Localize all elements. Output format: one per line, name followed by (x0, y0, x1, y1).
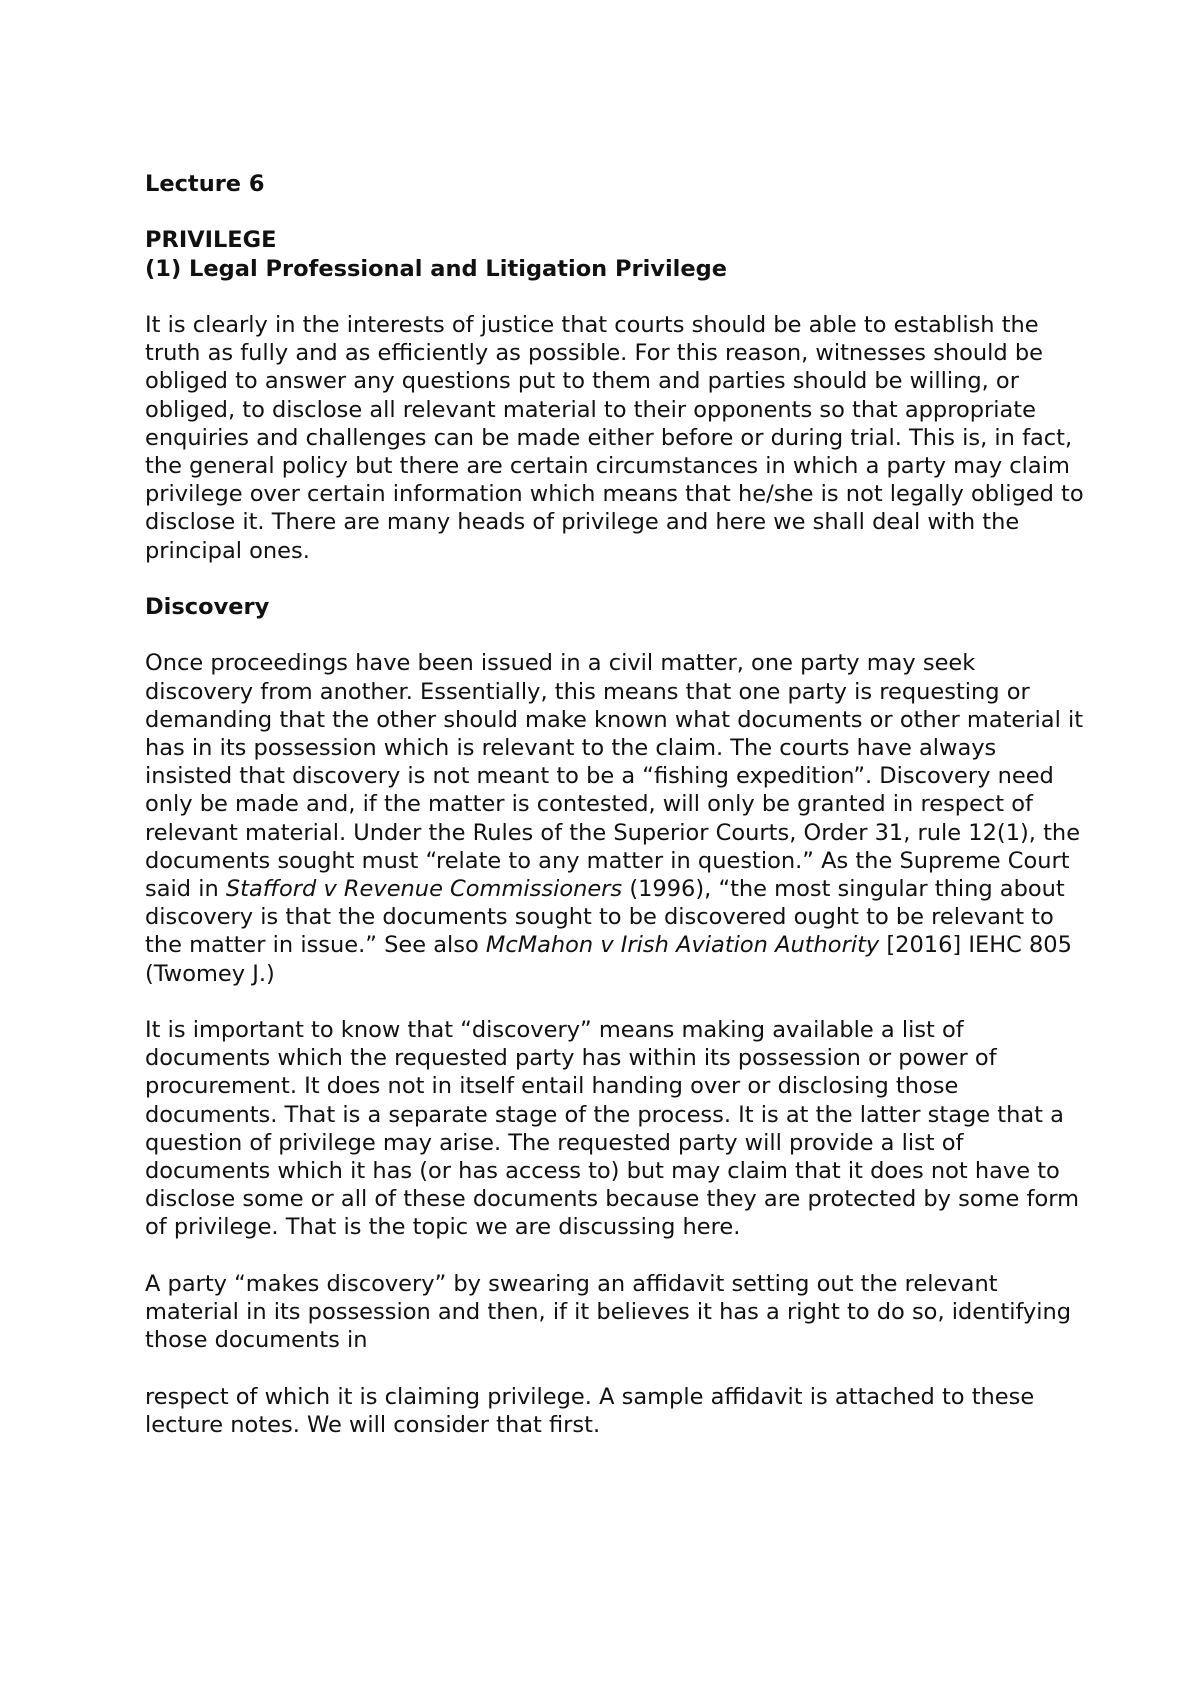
document-page (145, 170, 1085, 1439)
subsection-title: (1) Legal Professional and Litigation Privilege (145, 255, 728, 282)
affidavit-paragraph-2: respect of which it is claiming privilege. A sample affidavit is attached to these lecture notes. We will consider that first. (145, 1383, 1035, 1438)
discovery-text-part-3: [2016] IEHC 805 (Twomey J.) (145, 932, 1072, 987)
case-name-stafford: Stafford v Revenue Commissioners (225, 876, 623, 903)
intro-paragraph: It is clearly in the interests of justice that courts should be able to establish the truth as fully and as efficiently as possible. For this reason, witnesses should be obliged to answer any questions put to them and parties should be willing, or obliged, to disclose all relevant material to their opponents so that appropriate enquiries and challenges can be made either before or during trial. This is, in fact, the general policy but there are certain circumstances in which a party may claim privilege over certain information which means that he/she is not legally obliged to disclose it. There are many heads of privilege and here we shall deal with the principal ones. (145, 311, 1084, 564)
discovery-text-part-1: Once proceedings have been issued in a civil matter, one party may seek discovery from another. Essentially, this means that one party is requesting or demanding that the other should make known what documents or other material it has in its possession which is relevant to the claim. The courts have always insisted that discovery is not meant to be a “fishing expedition”. Discovery need only be made and, if the matter is contested, will only be granted in respect of relevant material. Under the Rules of the Superior Courts, Order 31, rule 12(1), the documents sought must “relate to any matter in question.” As the Supreme Court said in (145, 650, 1084, 903)
section-title: PRIVILEGE (145, 227, 277, 254)
discovery-heading: Discovery (145, 594, 270, 620)
lecture-title: Lecture 6 (145, 171, 265, 197)
discovery-meaning-paragraph: It is important to know that “discovery” means making available a list of documents which the requested party has within its possession or power of procurement. It does not in itself entail handing over or disclosing those documents. That is a separate stage of the process. It is at the latter stage that a question of privilege may arise. The requested party will provide a list of documents which it has (or has access to) but may claim that it does not have to disclose some or all of these documents because they are protected by some form of privilege. That is the topic we are discussing here. (145, 1017, 1079, 1241)
case-name-mcmahon: McMahon v Irish Aviation Authority (485, 932, 880, 959)
discovery-text-part-2: (1996), “the most singular thing about discovery is that the documents sought to be discovered ought to be relevant to the matter in issue.” See also (145, 876, 1065, 959)
discovery-paragraph (145, 649, 1085, 987)
affidavit-paragraph-1: A party “makes discovery” by swearing an affidavit setting out the relevant material in its possession and then, if it believes it has a right to do so, identifying those documents in (145, 1270, 1072, 1354)
